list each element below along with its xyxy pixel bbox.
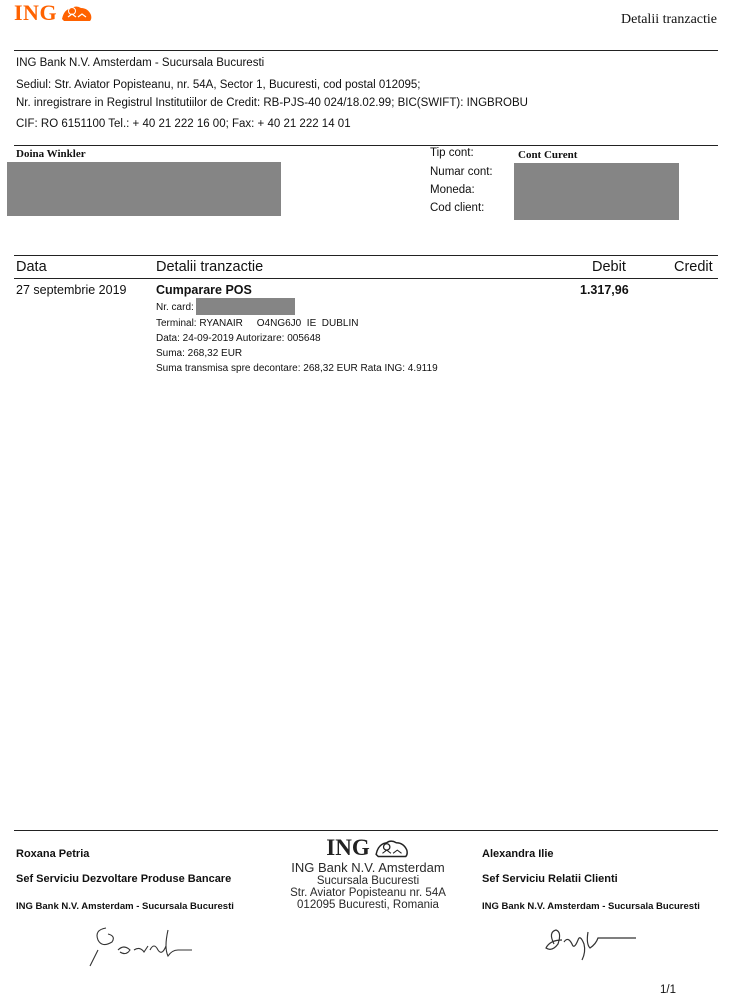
row-terminal: Terminal: RYANAIR O4NG6J0 IE DUBLIN	[156, 318, 359, 329]
bank-info-line4: CIF: RO 6151100 Tel.: + 40 21 222 16 00; Fax: + 40 21 222 14 01	[16, 118, 351, 130]
divider-table-top	[14, 255, 718, 256]
stamp-logo-text: ING	[326, 835, 370, 860]
lion-icon	[60, 3, 94, 23]
client-name: Doina Winkler	[16, 148, 86, 160]
redacted-address	[7, 162, 281, 216]
stamp-line2: Sucursala Bucuresti	[316, 875, 420, 887]
bank-stamp	[283, 835, 453, 911]
signature-left-icon	[88, 920, 198, 970]
bank-info-line2: Sediul: Str. Aviator Popisteanu, nr. 54A, Sector 1, Bucuresti, cod postal 012095;	[16, 79, 421, 91]
stamp-line3: Str. Aviator Popisteanu nr. 54A	[290, 887, 446, 899]
divider-client	[14, 145, 718, 146]
doc-title: Detalii tranzactie	[621, 12, 717, 27]
stamp-line1: ING Bank N.V. Amsterdam	[291, 860, 445, 875]
divider-table-header	[14, 278, 718, 279]
page-number: 1/1	[660, 984, 676, 996]
row-data-line: Data: 24-09-2019 Autorizare: 005648	[156, 333, 321, 344]
account-type-value: Cont Curent	[518, 149, 578, 161]
ing-logo	[14, 2, 94, 24]
col-header-details: Detalii tranzactie	[156, 259, 264, 275]
col-header-debit: Debit	[592, 259, 626, 275]
label-client-code: Cod client:	[430, 202, 485, 214]
row-title: Cumparare POS	[156, 283, 252, 297]
row-date: 27 septembrie 2019	[16, 283, 127, 297]
signer-right-org: ING Bank N.V. Amsterdam - Sucursala Bucuresti	[482, 901, 700, 912]
row-transmitted: Suma transmisa spre decontare: 268,32 EUR Rata ING: 4.9119	[156, 363, 438, 374]
label-account-number: Numar cont:	[430, 166, 493, 178]
signer-right-role: Sef Serviciu Relatii Clienti	[482, 873, 618, 885]
bank-info-line3: Nr. inregistrare in Registrul Institutiilor de Credit: RB-PJS-40 024/18.02.99; BIC(SWIFT): INGBROBU	[16, 97, 528, 109]
label-currency: Moneda:	[430, 184, 475, 196]
logo-text: ING	[14, 0, 58, 25]
row-debit: 1.317,96	[580, 283, 629, 297]
redacted-card-number	[196, 298, 295, 315]
signer-right-name: Alexandra Ilie	[482, 848, 554, 860]
signer-left-name: Roxana Petria	[16, 848, 90, 860]
stamp-lion-icon	[374, 837, 410, 859]
col-header-date: Data	[16, 259, 47, 275]
bank-info-line1: ING Bank N.V. Amsterdam - Sucursala Bucuresti	[16, 57, 265, 69]
signature-right-icon	[540, 922, 650, 966]
stamp-line4: 012095 Bucuresti, Romania	[297, 899, 439, 911]
divider-footer	[14, 830, 718, 831]
divider-top	[14, 50, 718, 51]
label-account-type: Tip cont:	[430, 147, 474, 159]
row-amount: Suma: 268,32 EUR	[156, 348, 243, 359]
col-header-credit: Credit	[674, 259, 713, 275]
redacted-account-details	[514, 163, 679, 220]
signer-left-role: Sef Serviciu Dezvoltare Produse Bancare	[16, 873, 232, 885]
signer-left-org: ING Bank N.V. Amsterdam - Sucursala Bucuresti	[16, 901, 234, 912]
row-card-label: Nr. card:	[156, 302, 194, 313]
